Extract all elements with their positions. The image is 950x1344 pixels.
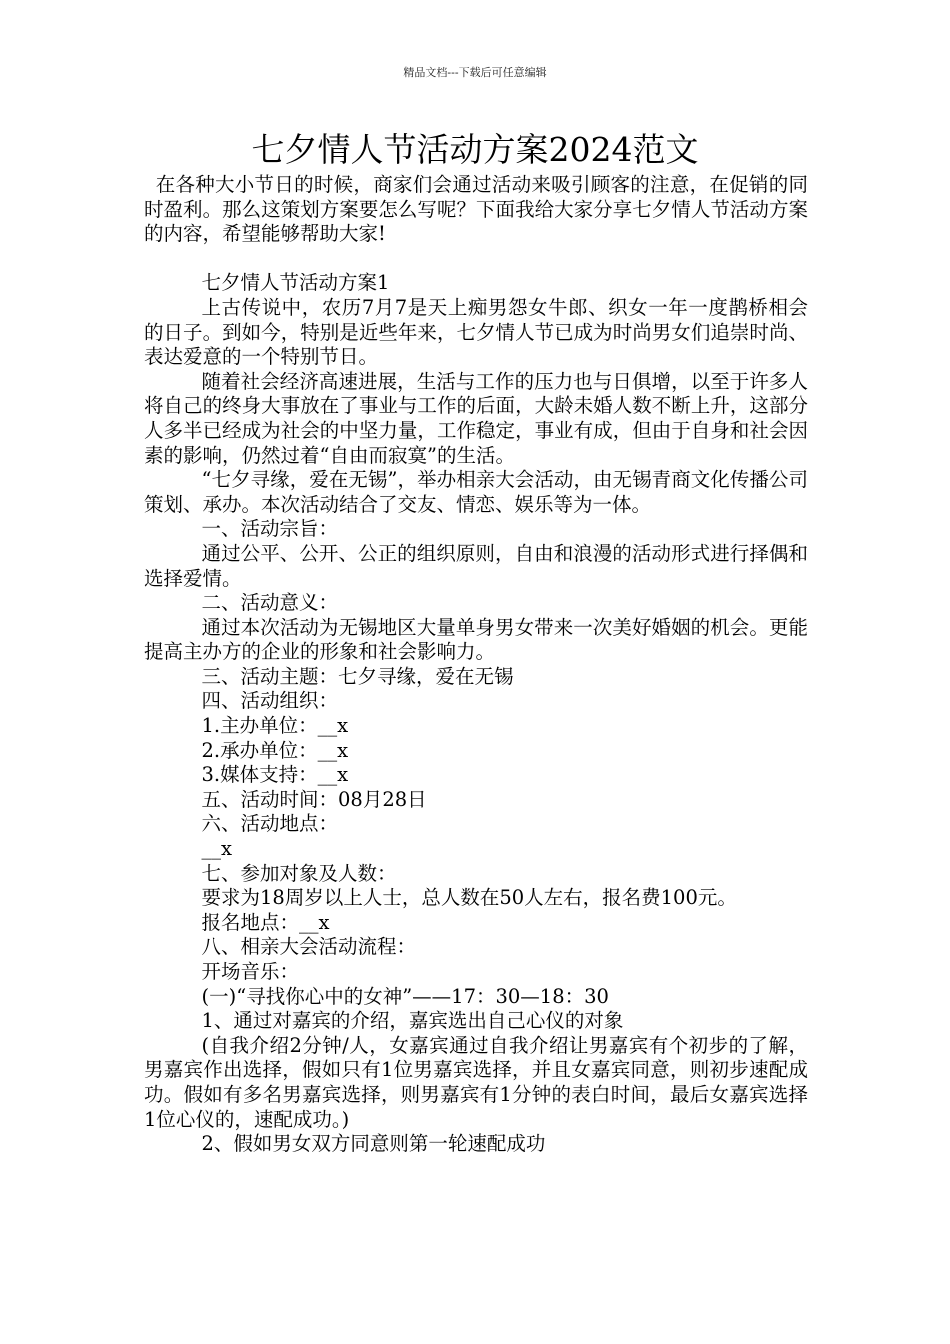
paragraph: 要求为18周岁以上人士，总人数在50人左右，报名费100元。 — [201, 886, 737, 910]
list-item: 1.主办单位：__x — [201, 714, 349, 738]
process-step: 1、通过对嘉宾的介绍，嘉宾选出自己心仪的对象 — [201, 1009, 624, 1033]
heading-location: 六、活动地点： — [201, 812, 339, 836]
paragraph: (自我介绍2分钟/人，女嘉宾通过自我介绍让男嘉宾有个初步的了解，男嘉宾作出选择，假如只有1位男嘉宾选择，并且女嘉宾同意，则初步速配成功。假如有多名男嘉宾选择，则男嘉宾有1分钟的表白时间，最后女嘉宾选择1位心仪的，速配成功。) — [144, 1033, 808, 1131]
paragraph: “七夕寻缘，爱在无锡”，举办相亲大会活动，由无锡青商文化传播公司策划、承办。本次活动结合了交友、情恋、娱乐等为一体。 — [144, 468, 808, 516]
heading-participants: 七、参加对象及人数： — [201, 861, 397, 885]
page-header: 精品文档---下载后可任意编辑 — [403, 66, 547, 79]
process-step: 2、假如男女双方同意则第一轮速配成功 — [201, 1132, 546, 1156]
list-item: 2.承办单位：__x — [201, 738, 349, 762]
paragraph: 随着社会经济高速进展，生活与工作的压力也与日俱增，以至于许多人将自己的终身大事放在了事业与工作的后面，大龄未婚人数不断上升，这部分人多半已经成为社会的中坚力量，工作稳定，事业有成，但由于自身和社会因素的影响，仍然过着“自由而寂寞”的生活。 — [144, 369, 808, 467]
list-item: 3.媒体支持：__x — [201, 763, 349, 787]
heading-process: 八、相亲大会活动流程： — [201, 935, 417, 959]
location-value: __x — [201, 837, 233, 861]
opening-music: 开场音乐： — [201, 960, 300, 983]
heading-theme: 三、活动主题：七夕寻缘，爱在无锡 — [201, 664, 514, 688]
heading-organization: 四、活动组织： — [201, 689, 339, 713]
paragraph: 通过本次活动为无锡地区大量单身男女带来一次美好婚姻的机会。更能提高主办方的企业的形象和社会影响力。 — [144, 615, 808, 664]
registration-location: 报名地点：__x — [201, 910, 330, 934]
paragraph: 通过公平、公开、公正的组织原则，自由和浪漫的活动形式进行择偶和选择爱情。 — [144, 541, 808, 590]
document-title: 七夕情人节活动方案2024范文 — [251, 130, 699, 169]
paragraph: 上古传说中，农历7月7是天上痴男怨女牛郎、织女一年一度鹊桥相会的日子。到如今，特别是近些年来，七夕情人节已成为时尚男女们追崇时尚、表达爱意的一个特别节日。 — [144, 295, 808, 369]
blank-line — [144, 247, 808, 272]
heading-time: 五、活动时间：08月28日 — [201, 787, 427, 811]
section-title: 七夕情人节活动方案1 — [201, 271, 390, 295]
intro-paragraph: 在各种大小节日的时候，商家们会通过活动来吸引顾客的注意，在促销的同时盈利。那么这策划方案要怎么写呢？下面我给大家分享七夕情人节活动方案的内容，希望能够帮助大家! — [144, 173, 808, 246]
heading-significance: 二、活动意义： — [201, 591, 339, 615]
heading-purpose: 一、活动宗旨： — [201, 517, 339, 541]
process-step-title: (一)“寻找你心中的女神”——17：30—18：30 — [201, 984, 609, 1008]
document-body — [144, 173, 808, 1157]
